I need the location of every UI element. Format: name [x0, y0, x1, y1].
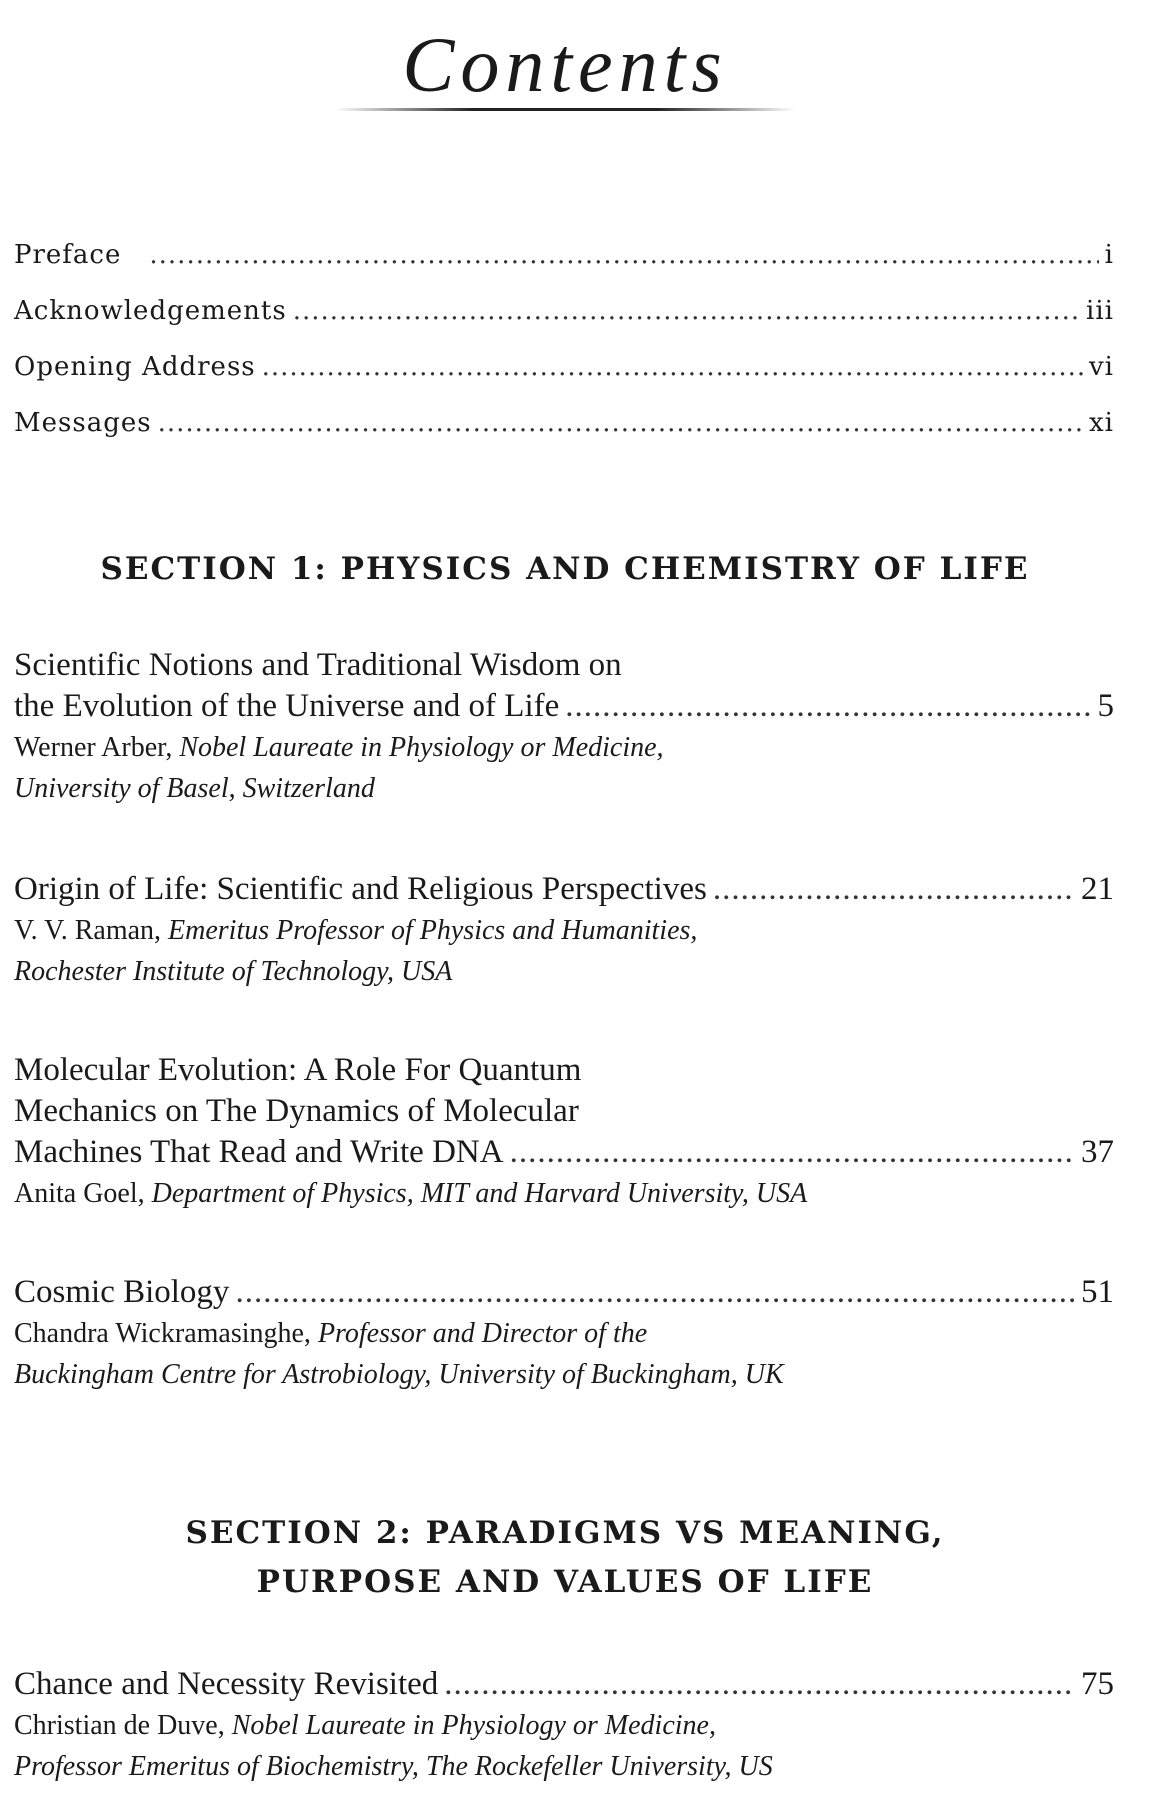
author-affiliation: Nobel Laureate in Physiology or Medicine, — [179, 732, 664, 763]
toc-label: Preface — [14, 240, 122, 270]
toc-entry[interactable] — [14, 869, 1114, 992]
leader-dots — [149, 240, 1098, 270]
leader-dots — [444, 1664, 1075, 1705]
toc-row-messages[interactable] — [14, 408, 1114, 464]
toc-page-number: vi — [1088, 352, 1114, 382]
author-affiliation: Department of Physics, MIT and Harvard University, USA — [151, 1178, 808, 1209]
leader-dots — [235, 1272, 1075, 1313]
entry-title-row — [14, 1272, 1114, 1313]
author-affiliation: University of Basel, Switzerland — [14, 773, 375, 804]
entry-title-row — [14, 869, 1114, 910]
entry-author — [14, 1313, 1114, 1395]
toc-entry[interactable] — [14, 1664, 1114, 1787]
leader-dots — [293, 296, 1080, 326]
author-name: Christian de Duve, — [14, 1710, 225, 1741]
leader-dots — [262, 352, 1083, 382]
title-underline — [335, 108, 795, 111]
toc-page-number: 75 — [1081, 1666, 1114, 1702]
toc-page-number: 37 — [1081, 1134, 1114, 1170]
toc-label: Opening Address — [14, 352, 256, 382]
entry-title-line: Scientific Notions and Traditional Wisdom on — [14, 647, 622, 683]
entry-author — [14, 910, 1114, 992]
author-affiliation: Rochester Institute of Technology, USA — [14, 956, 453, 987]
section-heading-line: SECTION 1: PHYSICS AND CHEMISTRY OF LIFE — [100, 551, 1030, 587]
entry-author — [14, 1173, 1114, 1214]
toc-entry[interactable] — [14, 1272, 1114, 1395]
author-name: Chandra Wickramasinghe, — [14, 1318, 311, 1349]
entry-title-row — [14, 1132, 1114, 1173]
author-name: Werner Arber, — [14, 732, 173, 763]
entry-title-line: Cosmic Biology — [14, 1274, 230, 1310]
toc-page-number: iii — [1086, 296, 1114, 326]
section-heading-line: SECTION 2: PARADIGMS VS MEANING, — [185, 1515, 945, 1551]
front-matter-list — [14, 240, 1114, 464]
entry-title-row — [14, 686, 1114, 727]
entry-title-line: Origin of Life: Scientific and Religious Perspectives — [14, 871, 707, 907]
toc-entry[interactable] — [14, 1050, 1114, 1214]
entry-title-line: Machines That Read and Write DNA — [14, 1134, 504, 1170]
toc-row-opening-address[interactable] — [14, 352, 1114, 408]
author-affiliation: Professor Emeritus of Biochemistry, The Rockefeller University, US — [14, 1751, 773, 1782]
entry-author — [14, 1705, 1114, 1787]
entry-author — [14, 727, 1114, 809]
author-affiliation: Professor and Director of the — [317, 1318, 648, 1349]
entry-title-line: Mechanics on The Dynamics of Molecular — [14, 1093, 579, 1129]
page-title: Contents — [402, 21, 728, 108]
author-affiliation: Nobel Laureate in Physiology or Medicine, — [231, 1710, 716, 1741]
entry-title-line: Molecular Evolution: A Role For Quantum — [14, 1052, 582, 1088]
toc-row-acknowledgements[interactable] — [14, 296, 1114, 352]
author-name: V. V. Raman, — [14, 915, 162, 946]
toc-row-preface[interactable] — [14, 240, 1114, 296]
toc-page-number: 51 — [1081, 1274, 1114, 1310]
toc-page-number: 5 — [1097, 688, 1114, 724]
author-name: Anita Goel, — [14, 1178, 145, 1209]
section-heading-line: PURPOSE AND VALUES OF LIFE — [256, 1564, 874, 1600]
leader-dots — [510, 1132, 1075, 1173]
entry-title-row — [14, 1664, 1114, 1705]
leader-dots — [713, 869, 1075, 910]
toc-page-number: 21 — [1081, 871, 1114, 907]
toc-label: Acknowledgements — [14, 296, 287, 326]
toc-page-number: i — [1104, 240, 1114, 270]
entry-title-line: the Evolution of the Universe and of Life — [14, 688, 560, 724]
toc-label: Messages — [14, 408, 152, 438]
author-affiliation: Buckingham Centre for Astrobiology, University of Buckingham, UK — [14, 1359, 784, 1390]
leader-dots — [565, 686, 1091, 727]
entry-title-line: Chance and Necessity Revisited — [14, 1666, 439, 1702]
toc-page-number: xi — [1089, 408, 1114, 438]
section-1-heading — [0, 545, 1130, 594]
section-2-heading — [0, 1509, 1130, 1607]
author-affiliation: Emeritus Professor of Physics and Humanities, — [168, 915, 698, 946]
leader-dots — [158, 408, 1083, 438]
toc-entry[interactable] — [14, 645, 1114, 809]
